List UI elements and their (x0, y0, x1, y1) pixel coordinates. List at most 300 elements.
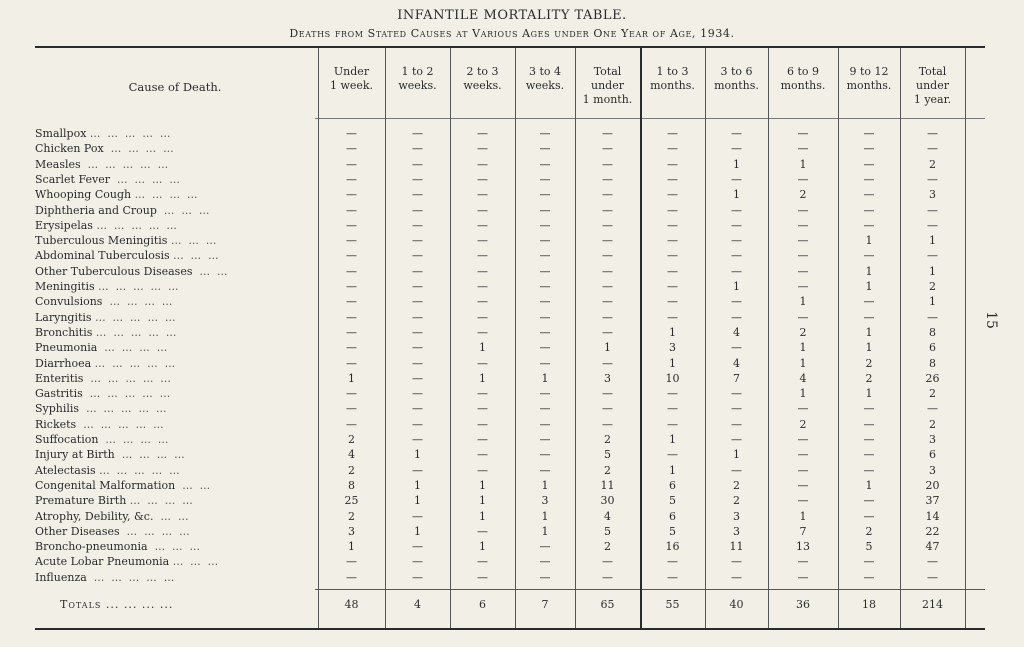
table-cell: 1 (733, 280, 740, 293)
table-cell: — (539, 127, 551, 140)
table-cell: — (797, 280, 809, 293)
column-header (385, 65, 450, 93)
table-cell: — (797, 203, 809, 217)
table-cell: — (602, 356, 613, 370)
table-cell: — (863, 203, 875, 217)
table-row (0, 234, 1024, 249)
table-row (0, 326, 1024, 341)
column-header-line: months. (650, 79, 695, 92)
leader-dots: ... ... ... ... (126, 494, 193, 508)
table-cell: 1 (865, 234, 873, 248)
table-row (0, 555, 1024, 570)
column-header-line: 3 to 4 (528, 65, 562, 78)
table-cell: 14 (925, 509, 940, 523)
table-cell: — (346, 142, 357, 156)
table-cell: — (667, 280, 678, 293)
table-cell: 2 (604, 540, 611, 554)
table-cell: — (602, 264, 613, 278)
table-cell: — (412, 218, 423, 232)
table-cell: — (477, 448, 488, 462)
table-cell: — (797, 433, 809, 446)
table-cell: — (412, 371, 423, 385)
table-cell: 4 (414, 598, 421, 611)
table-cell: — (731, 402, 742, 416)
table-cell: — (602, 570, 613, 584)
table-cell: 3 (604, 371, 611, 385)
cause-label: Influenza (35, 570, 87, 584)
table-cell: — (667, 172, 678, 186)
table-cell: 16 (665, 540, 680, 554)
table-cell: — (863, 172, 875, 186)
table-cell: — (863, 570, 875, 584)
column-header-line: 1 to 2 (401, 65, 434, 78)
table-cell: — (539, 295, 551, 309)
table-cell: — (731, 295, 742, 309)
table-cell: — (602, 387, 613, 401)
table-cell: 1 (929, 295, 936, 309)
table-cell: — (602, 188, 613, 202)
table-cell: — (477, 433, 488, 446)
table-cell: 1 (929, 234, 936, 248)
table-cell: — (731, 249, 742, 263)
table-cell: 37 (925, 494, 940, 508)
table-cell: — (539, 249, 551, 263)
table-cell: — (539, 142, 551, 156)
cause-label: Gastritis (35, 387, 83, 401)
leader-dots: ... ... (192, 264, 228, 278)
table-cell: — (346, 295, 357, 309)
leader-dots: ... ... ... ... ... (92, 325, 177, 339)
table-cell: — (539, 325, 551, 339)
table-cell: 6 (479, 598, 486, 611)
table-cell: 2 (929, 280, 936, 293)
table-cell: — (412, 172, 423, 186)
table-cell: 1 (541, 524, 549, 538)
leader-dots: ... ... ... ... ... (76, 417, 164, 431)
table-cell: 6 (929, 341, 936, 355)
table-cell: — (539, 433, 551, 446)
table-cell: — (477, 356, 488, 370)
table-cell: — (863, 555, 875, 569)
table-cell: — (412, 417, 423, 431)
totals-label: Totals (60, 598, 102, 611)
table-cell: — (477, 234, 488, 248)
column-header (900, 65, 965, 107)
table-cell: — (927, 310, 938, 324)
table-cell: — (602, 127, 613, 140)
table-cell: — (539, 341, 551, 355)
table-cell: — (346, 249, 357, 263)
column-header-line: Under (333, 65, 370, 78)
table-cell: 48 (344, 598, 359, 611)
table-cell: — (539, 203, 551, 217)
table-cell: 2 (799, 188, 807, 202)
leader-dots: ... ... ... (147, 540, 201, 554)
table-cell: — (927, 142, 938, 156)
table-cell: 65 (600, 598, 615, 611)
cause-label: Atrophy, Debility, &c. (35, 509, 154, 523)
table-row (0, 219, 1024, 234)
table-cell: — (797, 494, 809, 508)
cause-label: Broncho-pneumonia (35, 540, 148, 554)
table-cell: — (539, 570, 551, 584)
cause-label: Acute Lobar Pneumonia (35, 555, 170, 569)
cause-label: Measles (35, 157, 81, 171)
table-cell: — (346, 127, 357, 140)
table-cell: — (602, 234, 613, 248)
header-rule (315, 118, 985, 119)
table-cell: — (797, 264, 809, 278)
table-cell: 3 (348, 524, 355, 538)
table-cell: 1 (733, 448, 740, 462)
table-cell: 26 (925, 371, 940, 385)
table-cell: — (863, 188, 875, 202)
table-cell: 6 (669, 478, 676, 492)
table-cell: 4 (348, 448, 355, 462)
table-cell: — (346, 402, 357, 416)
table-cell: 1 (669, 463, 676, 477)
table-cell: — (477, 570, 488, 584)
table-cell: — (863, 494, 875, 508)
leader-dots: ... ... ... ... ... (95, 463, 180, 477)
column-header-line: under (591, 79, 624, 92)
table-cell: 1 (541, 371, 549, 385)
table-row (0, 433, 1024, 448)
cause-label: Laryngitis (35, 310, 92, 324)
table-cell: — (477, 249, 488, 263)
cause-label: Erysipelas (35, 218, 93, 232)
table-cell: — (346, 555, 357, 569)
table-cell: — (412, 249, 423, 263)
table-cell: — (477, 463, 488, 477)
cause-header: Cause of Death. (128, 80, 222, 94)
leader-dots: ... ... ... ... ... (91, 356, 176, 370)
leader-dots: ... ... ... ... (114, 448, 185, 462)
table-cell: — (927, 172, 938, 186)
column-header-line: 9 to 12 (849, 65, 889, 78)
table-cell: — (412, 280, 423, 293)
column-header-line: Total (918, 65, 947, 78)
table-cell: — (731, 341, 742, 355)
table-row (0, 525, 1024, 540)
table-cell: — (667, 142, 678, 156)
table-cell: — (863, 127, 875, 140)
column-header-line: 3 to 6 (720, 65, 753, 78)
table-cell: 4 (733, 356, 740, 370)
cause-label: Other Diseases (35, 524, 120, 538)
table-row (0, 418, 1024, 433)
table-cell: 5 (669, 494, 676, 508)
leader-dots: ... ... ... ... ... (86, 127, 171, 140)
table-cell: 4 (604, 509, 611, 523)
leader-dots: ... ... ... ... (109, 172, 180, 186)
table-cell: — (667, 387, 678, 401)
table-cell: 3 (733, 524, 740, 538)
table-cell: 2 (865, 524, 873, 538)
table-cell: — (477, 127, 488, 140)
table-cell: — (412, 356, 423, 370)
table-cell: — (477, 310, 488, 324)
table-cell: 6 (929, 448, 936, 462)
table-cell: — (477, 295, 488, 309)
column-header-line: 1 month. (582, 93, 633, 106)
table-cell: — (731, 417, 742, 431)
table-cell: 2 (348, 509, 355, 523)
table-cell: 8 (929, 356, 936, 370)
cause-label: Chicken Pox (35, 142, 104, 156)
table-cell: — (539, 387, 551, 401)
table-cell: — (667, 249, 678, 263)
table-cell: — (346, 157, 357, 171)
table-cell: — (602, 157, 613, 171)
table-cell: — (539, 356, 551, 370)
table-cell: — (927, 570, 938, 584)
table-cell: 7 (541, 598, 549, 611)
table-cell: — (602, 172, 613, 186)
column-header-line: weeks. (463, 79, 502, 92)
table-cell: — (346, 264, 357, 278)
leader-dots: ... ... ... ... (119, 524, 190, 538)
column-header-line: months. (714, 79, 759, 92)
table-cell: 40 (729, 598, 744, 611)
table-cell: — (863, 295, 875, 309)
table-cell: 1 (865, 264, 873, 278)
table-cell: 4 (799, 371, 807, 385)
table-cell: 3 (929, 463, 936, 477)
table-cell: 11 (600, 478, 615, 492)
cause-label: Meningitis (35, 280, 95, 293)
table-cell: — (602, 203, 613, 217)
table-cell: — (667, 402, 678, 416)
table-cell: 2 (348, 433, 355, 446)
table-cell: 4 (733, 325, 740, 339)
table-cell: — (667, 127, 678, 140)
table-row (0, 173, 1024, 188)
table-cell: 1 (669, 433, 676, 446)
leader-dots: ... ... ... ... (103, 142, 174, 156)
cause-label: Pneumonia (35, 341, 98, 355)
cause-label: Diarrhoea (35, 356, 92, 370)
cause-label: Convulsions (35, 295, 103, 309)
table-cell: — (863, 417, 875, 431)
cause-label: Injury at Birth (35, 448, 115, 462)
table-cell: — (412, 387, 423, 401)
column-header-line: 6 to 9 (786, 65, 820, 78)
table-cell: 13 (796, 540, 810, 554)
table-cell: — (477, 524, 488, 538)
table-cell: 1 (479, 371, 486, 385)
table-cell: — (927, 249, 938, 263)
table-cell: — (412, 234, 423, 248)
table-cell: 36 (796, 598, 810, 611)
table-cell: — (731, 218, 742, 232)
table-cell: 1 (479, 478, 486, 492)
table-cell: — (863, 402, 875, 416)
table-cell: — (667, 555, 678, 569)
table-cell: — (477, 172, 488, 186)
column-header-line: under (916, 79, 949, 92)
table-cell: — (797, 448, 809, 462)
table-cell: 3 (733, 509, 740, 523)
leader-dots: ... ... (175, 478, 211, 492)
table-cell: 2 (799, 417, 807, 431)
table-cell: — (667, 188, 678, 202)
table-cell: — (797, 172, 809, 186)
table-cell: 25 (344, 494, 359, 508)
table-cell: — (539, 157, 551, 171)
table-cell: — (477, 325, 488, 339)
table-cell: — (731, 264, 742, 278)
totals-row (0, 598, 1024, 613)
cause-label: Bronchitis (35, 325, 93, 339)
table-cell: — (667, 570, 678, 584)
table-cell: 1 (733, 157, 740, 171)
table-cell: 2 (799, 325, 807, 339)
leader-dots: ... ... ... ... ... (83, 371, 171, 385)
leader-dots: ... ... ... (169, 249, 219, 263)
table-cell: — (797, 478, 809, 492)
cause-label: Tuberculous Meningitis (35, 234, 168, 248)
table-cell: — (863, 157, 875, 171)
table-cell: — (667, 295, 678, 309)
table-cell: 1 (799, 356, 807, 370)
leader-dots: ... ... ... ... ... (82, 387, 171, 401)
table-cell: — (667, 234, 678, 248)
table-cell: 7 (733, 371, 740, 385)
table-cell: 18 (862, 598, 876, 611)
leader-dots: ... ... ... ... ... (86, 570, 175, 584)
table-cell: — (797, 463, 809, 477)
table-cell: — (602, 249, 613, 263)
table-cell: — (412, 157, 423, 171)
table-cell: — (797, 234, 809, 248)
table-row (0, 311, 1024, 326)
table-cell: 1 (479, 494, 486, 508)
table-cell: — (346, 203, 357, 217)
table-cell: — (346, 417, 357, 431)
table-cell: — (539, 463, 551, 477)
table-cell: — (731, 142, 742, 156)
table-row (0, 571, 1024, 586)
table-row (0, 249, 1024, 264)
table-cell: — (477, 264, 488, 278)
table-cell: 1 (799, 341, 807, 355)
cause-label: Atelectasis (35, 463, 96, 477)
cause-label: Diphtheria and Croup (35, 203, 157, 217)
table-cell: 1 (733, 188, 740, 202)
table-cell: — (602, 417, 613, 431)
table-cell: 1 (669, 356, 676, 370)
table-row (0, 158, 1024, 173)
table-cell: 2 (733, 494, 740, 508)
table-cell: — (477, 417, 488, 431)
table-row (0, 204, 1024, 219)
table-row (0, 479, 1024, 494)
table-cell: — (797, 402, 809, 416)
table-cell: 10 (665, 371, 680, 385)
column-header-line: Total (593, 65, 622, 78)
table-cell: 22 (925, 524, 940, 538)
cause-label: Congenital Malformation (35, 478, 176, 492)
table-cell: 20 (925, 478, 940, 492)
cause-label: Suffocation (35, 433, 99, 446)
table-cell: — (863, 463, 875, 477)
table-cell: — (602, 555, 613, 569)
table-cell: — (797, 127, 809, 140)
table-cell: — (412, 540, 423, 554)
table-cell: — (477, 142, 488, 156)
leader-dots: ... ... ... (167, 234, 217, 248)
table-cell: 1 (414, 478, 421, 492)
table-cell: 5 (865, 540, 873, 554)
table-cell: — (539, 188, 551, 202)
column-header-line: 1 year. (913, 93, 952, 106)
table-cell: 1 (865, 478, 873, 492)
table-cell: 11 (729, 540, 744, 554)
table-row (0, 402, 1024, 417)
table-cell: 2 (604, 463, 611, 477)
leader-dots: ... ... ... ... ... (80, 157, 169, 171)
cause-label: Other Tuberculous Diseases (35, 264, 193, 278)
column-header-line: 1 to 3 (656, 65, 689, 78)
table-cell: — (477, 218, 488, 232)
cause-label: Whooping Cough (35, 188, 132, 202)
table-cell: 2 (865, 371, 873, 385)
table-cell: — (412, 341, 423, 355)
table-cell: — (412, 264, 423, 278)
table-cell: 1 (865, 341, 873, 355)
table-cell: — (477, 387, 488, 401)
table-cell: — (346, 234, 357, 248)
table-cell: — (412, 402, 423, 416)
table-cell: 1 (479, 341, 486, 355)
table-cell: — (863, 448, 875, 462)
table-cell: — (667, 310, 678, 324)
column-header (515, 65, 575, 93)
table-cell: — (412, 555, 423, 569)
table-cell: 1 (929, 264, 936, 278)
table-cell: — (927, 218, 938, 232)
table-cell: 2 (348, 463, 355, 477)
table-cell: 214 (922, 598, 943, 611)
table-cell: — (346, 310, 357, 324)
table-cell: — (602, 325, 613, 339)
table-cell: 47 (925, 540, 940, 554)
table-cell: 1 (348, 371, 355, 385)
column-header (575, 65, 640, 107)
column-header-line: weeks. (398, 79, 437, 92)
cause-label: Rickets (35, 417, 77, 431)
leader-dots: ... ... ... ... (98, 433, 169, 446)
table-cell: — (863, 433, 875, 446)
table-cell: 1 (799, 387, 807, 401)
table-cell: — (346, 188, 357, 202)
table-row (0, 494, 1024, 509)
table-cell: — (731, 463, 742, 477)
table-cell: — (477, 188, 488, 202)
table-cell: — (539, 264, 551, 278)
table-subtitle: Deaths from Stated Causes at Various Ages under One Year of Age, 1934. (289, 27, 735, 40)
leader-dots: ... ... ... ... ... (91, 310, 176, 324)
table-cell: — (731, 433, 742, 446)
table-row (0, 448, 1024, 463)
leader-dots: ... ... ... ... ... (94, 280, 179, 293)
table-cell: — (602, 295, 613, 309)
table-cell: — (412, 295, 423, 309)
leader-dots: ... ... ... (169, 555, 219, 569)
table-cell: — (477, 203, 488, 217)
table-cell: 5 (604, 524, 611, 538)
